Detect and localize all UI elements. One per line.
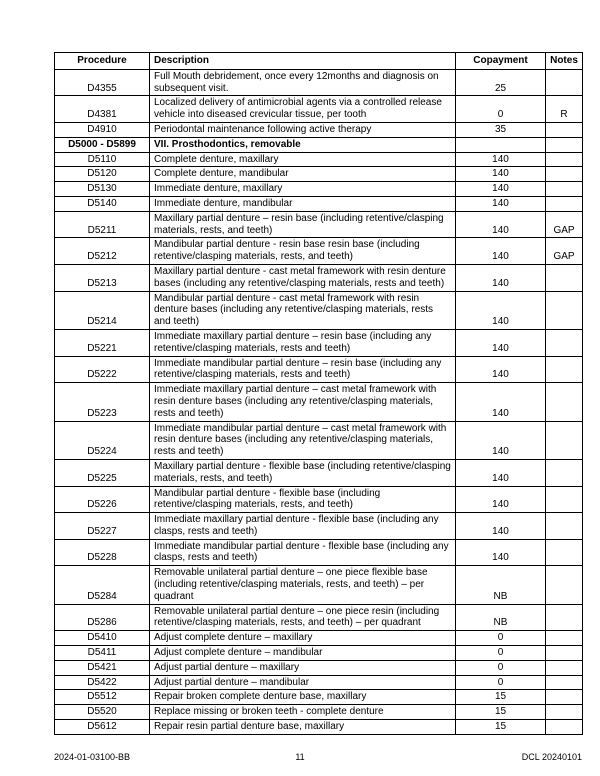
table-row (55, 152, 583, 167)
table-row (55, 486, 583, 513)
description-cell: Immediate mandibular partial denture – resin base (including any retentive/clasping materials, rests and teeth) (150, 356, 456, 383)
copayment-cell: 0 (456, 675, 546, 690)
table-row (55, 604, 583, 631)
procedure-code-cell: D5130 (55, 182, 150, 197)
notes-cell: R (546, 96, 583, 123)
notes-cell (546, 182, 583, 197)
notes-cell (546, 631, 583, 646)
notes-cell (546, 329, 583, 356)
notes-cell (546, 152, 583, 167)
table-row (55, 631, 583, 646)
table-body (55, 69, 583, 734)
procedure-code-cell: D4381 (55, 96, 150, 123)
copayment-cell: 15 (456, 720, 546, 735)
notes-cell (546, 137, 583, 152)
copayment-cell: 0 (456, 646, 546, 661)
copayment-cell: 140 (456, 196, 546, 211)
description-cell: Mandibular partial denture - resin base resin base (including retentive/clasping materials, rests, and teeth) (150, 238, 456, 265)
table-row (55, 720, 583, 735)
column-header: Procedure (55, 53, 150, 70)
copayment-cell: 140 (456, 539, 546, 566)
table-row (55, 539, 583, 566)
copayment-cell: 35 (456, 122, 546, 137)
table-row (55, 291, 583, 329)
copayment-cell: 0 (456, 660, 546, 675)
copayment-cell: 140 (456, 383, 546, 421)
procedure-code-cell: D5110 (55, 152, 150, 167)
procedure-code-cell: D5225 (55, 459, 150, 486)
table-row (55, 646, 583, 661)
copayment-cell: 140 (456, 264, 546, 291)
copayment-cell: 140 (456, 459, 546, 486)
copayment-cell: 140 (456, 211, 546, 238)
procedure-code-cell: D5000 - D5899 (55, 137, 150, 152)
notes-cell (546, 513, 583, 540)
description-cell: Maxillary partial denture – resin base (including retentive/clasping materials, rests, and teeth) (150, 211, 456, 238)
notes-cell (546, 196, 583, 211)
procedure-code-cell: D5286 (55, 604, 150, 631)
description-cell: Adjust complete denture – mandibular (150, 646, 456, 661)
table-row (55, 122, 583, 137)
description-cell: Mandibular partial denture - flexible base (including retentive/clasping materials, rests, and teeth) (150, 486, 456, 513)
procedure-code-cell: D5213 (55, 264, 150, 291)
copayment-cell: 25 (456, 69, 546, 96)
description-cell: Complete denture, mandibular (150, 167, 456, 182)
copayment-cell: 15 (456, 705, 546, 720)
table-row (55, 513, 583, 540)
procedure-code-cell: D5512 (55, 690, 150, 705)
table-row (55, 690, 583, 705)
procedure-code-cell: D5422 (55, 675, 150, 690)
procedure-code-cell: D5227 (55, 513, 150, 540)
table-row (55, 566, 583, 604)
description-cell: Immediate mandibular partial denture – cast metal framework with resin denture bases (including any retentive/clasping materials, rests and teeth) (150, 421, 456, 459)
description-cell: Immediate mandibular partial denture - flexible base (including any clasps, rests and teeth) (150, 539, 456, 566)
notes-cell (546, 421, 583, 459)
procedure-code-cell: D5214 (55, 291, 150, 329)
procedure-code-cell: D5221 (55, 329, 150, 356)
copayment-cell: 140 (456, 486, 546, 513)
copayment-cell: 140 (456, 513, 546, 540)
table-row (55, 182, 583, 197)
description-cell: Localized delivery of antimicrobial agents via a controlled release vehicle into diseased crevicular tissue, per tooth (150, 96, 456, 123)
procedure-code-cell: D5224 (55, 421, 150, 459)
copayment-cell: NB (456, 566, 546, 604)
column-header: Copayment (456, 53, 546, 70)
notes-cell (546, 539, 583, 566)
procedure-code-cell: D5211 (55, 211, 150, 238)
procedure-code-cell: D4910 (55, 122, 150, 137)
table-row (55, 264, 583, 291)
footer-page-number: 11 (295, 752, 305, 762)
notes-cell (546, 264, 583, 291)
table-row (55, 167, 583, 182)
procedure-code-cell: D5120 (55, 167, 150, 182)
notes-cell (546, 720, 583, 735)
table-row (55, 211, 583, 238)
procedure-code-cell: D5223 (55, 383, 150, 421)
procedure-code-cell: D5222 (55, 356, 150, 383)
description-cell: Immediate maxillary partial denture – resin base (including any retentive/clasping materials, rests and teeth) (150, 329, 456, 356)
notes-cell (546, 660, 583, 675)
procedure-code-cell: D5212 (55, 238, 150, 265)
copayment-cell: 15 (456, 690, 546, 705)
notes-cell (546, 675, 583, 690)
description-cell: Repair broken complete denture base, maxillary (150, 690, 456, 705)
notes-cell (546, 486, 583, 513)
notes-cell (546, 705, 583, 720)
description-cell: Repair resin partial denture base, maxillary (150, 720, 456, 735)
procedure-code-cell: D5411 (55, 646, 150, 661)
procedure-code-cell: D4355 (55, 69, 150, 96)
copayment-cell (456, 137, 546, 152)
table-row (55, 196, 583, 211)
table-row (55, 705, 583, 720)
notes-cell (546, 167, 583, 182)
procedure-code-cell: D5228 (55, 539, 150, 566)
notes-cell (546, 291, 583, 329)
description-cell: Periodontal maintenance following active therapy (150, 122, 456, 137)
description-cell: Removable unilateral partial denture – one piece resin (including retentive/clasping materials, rests, and teeth) – per quadrant (150, 604, 456, 631)
copayment-cell: 140 (456, 421, 546, 459)
notes-cell (546, 646, 583, 661)
notes-cell (546, 459, 583, 486)
table-row (55, 459, 583, 486)
notes-cell (546, 122, 583, 137)
copayment-cell: 0 (456, 631, 546, 646)
copayment-cell: 140 (456, 152, 546, 167)
table-row (55, 383, 583, 421)
procedure-code-cell: D5612 (55, 720, 150, 735)
procedure-code-cell: D5226 (55, 486, 150, 513)
table-row (55, 238, 583, 265)
notes-cell (546, 690, 583, 705)
description-cell: Full Mouth debridement, once every 12months and diagnosis on subsequent visit. (150, 69, 456, 96)
description-cell: Removable unilateral partial denture – one piece flexible base (including retentive/clasping materials, rests, and teeth) – per quadrant (150, 566, 456, 604)
description-cell: Adjust partial denture – mandibular (150, 675, 456, 690)
copayment-cell: 140 (456, 182, 546, 197)
table-row (55, 96, 583, 123)
description-cell: Maxillary partial denture - flexible base (including retentive/clasping materials, rests, and teeth) (150, 459, 456, 486)
notes-cell (546, 604, 583, 631)
copayment-cell: 140 (456, 167, 546, 182)
column-header: Description (150, 53, 456, 70)
table-row (55, 660, 583, 675)
notes-cell (546, 566, 583, 604)
procedure-code-cell: D5284 (55, 566, 150, 604)
description-cell: Adjust complete denture – maxillary (150, 631, 456, 646)
procedure-code-cell: D5410 (55, 631, 150, 646)
copayment-cell: NB (456, 604, 546, 631)
copayment-cell: 140 (456, 329, 546, 356)
copayment-cell: 140 (456, 356, 546, 383)
page-footer (0, 752, 600, 766)
notes-cell (546, 383, 583, 421)
description-cell: Immediate maxillary partial denture – cast metal framework with resin denture bases (including any retentive/clasping materials, rests and teeth) (150, 383, 456, 421)
description-cell: Replace missing or broken teeth - complete denture (150, 705, 456, 720)
footer-revision: DCL 20240101 (521, 752, 582, 762)
procedure-code-cell: D5140 (55, 196, 150, 211)
copayment-cell: 140 (456, 291, 546, 329)
procedure-code-cell: D5421 (55, 660, 150, 675)
description-cell: Immediate denture, maxillary (150, 182, 456, 197)
notes-cell: GAP (546, 211, 583, 238)
notes-cell (546, 356, 583, 383)
header-row (55, 53, 583, 70)
table-row (55, 329, 583, 356)
fee-schedule-table (54, 52, 583, 735)
description-cell: Complete denture, maxillary (150, 152, 456, 167)
section-row (55, 137, 583, 152)
table-row (55, 69, 583, 96)
description-cell: Mandibular partial denture - cast metal framework with resin denture bases (including any retentive/clasping materials, rests and teeth) (150, 291, 456, 329)
footer-doc-code: 2024-01-03100-BB (54, 752, 131, 762)
table-row (55, 421, 583, 459)
description-cell: Immediate denture, mandibular (150, 196, 456, 211)
copayment-cell: 0 (456, 96, 546, 123)
description-cell: Adjust partial denture – maxillary (150, 660, 456, 675)
table-row (55, 356, 583, 383)
notes-cell: GAP (546, 238, 583, 265)
table-row (55, 675, 583, 690)
description-cell: Immediate maxillary partial denture - flexible base (including any clasps, rests and teeth) (150, 513, 456, 540)
notes-cell (546, 69, 583, 96)
description-cell: Maxillary partial denture - cast metal framework with resin denture bases (including any retentive/clasping materials, rests and teeth) (150, 264, 456, 291)
description-cell: VII. Prosthodontics, removable (150, 137, 456, 152)
copayment-cell: 140 (456, 238, 546, 265)
procedure-code-cell: D5520 (55, 705, 150, 720)
column-header: Notes (546, 53, 583, 70)
